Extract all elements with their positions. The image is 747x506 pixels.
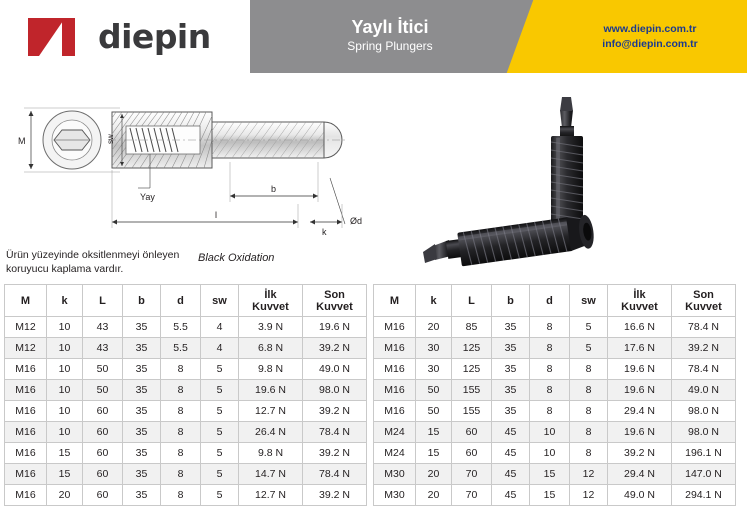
- cell-m: M16: [374, 338, 416, 359]
- cell-m: M16: [374, 401, 416, 422]
- cell-k: 50: [416, 401, 452, 422]
- cell-b: 35: [492, 317, 530, 338]
- table-row: [5, 380, 367, 401]
- cell-son: 98.0 N: [672, 422, 736, 443]
- th-k: k: [47, 285, 83, 317]
- cell-b: 35: [123, 359, 161, 380]
- cell-son: 49.0 N: [672, 380, 736, 401]
- side-view: [106, 112, 362, 237]
- cell-m: M16: [5, 485, 47, 506]
- cell-ilk: 16.6 N: [608, 317, 672, 338]
- product-photo: [415, 70, 745, 285]
- cell-son: 147.0 N: [672, 464, 736, 485]
- cell-ilk: 12.7 N: [239, 485, 303, 506]
- cell-d: 8: [161, 401, 201, 422]
- cell-m: M16: [5, 401, 47, 422]
- cell-k: 10: [47, 359, 83, 380]
- cell-m: M24: [374, 422, 416, 443]
- cell-l: 125: [452, 338, 492, 359]
- cell-son: 49.0 N: [303, 359, 367, 380]
- cell-son: 78.4 N: [672, 359, 736, 380]
- page-title-en: Spring Plungers: [347, 39, 433, 53]
- cell-l: 60: [83, 464, 123, 485]
- th-b: b: [123, 285, 161, 317]
- table-row: [374, 401, 736, 422]
- cell-son: 19.6 N: [303, 317, 367, 338]
- cell-b: 45: [492, 485, 530, 506]
- cell-son: 78.4 N: [303, 464, 367, 485]
- th-l: L: [83, 285, 123, 317]
- cell-b: 35: [123, 317, 161, 338]
- th-k: k: [416, 285, 452, 317]
- cell-l: 50: [83, 359, 123, 380]
- cell-ilk: 19.6 N: [608, 359, 672, 380]
- th-b: b: [492, 285, 530, 317]
- cell-m: M12: [5, 317, 47, 338]
- th-m: M: [5, 285, 47, 317]
- cell-l: 70: [452, 464, 492, 485]
- cell-b: 45: [492, 422, 530, 443]
- cell-m: M16: [5, 359, 47, 380]
- cell-b: 35: [123, 401, 161, 422]
- cell-b: 35: [492, 359, 530, 380]
- cell-ilk: 29.4 N: [608, 401, 672, 422]
- cell-sw: 8: [570, 359, 608, 380]
- cell-k: 10: [47, 317, 83, 338]
- cell-k: 15: [47, 464, 83, 485]
- cell-l: 43: [83, 338, 123, 359]
- cell-b: 35: [492, 338, 530, 359]
- table-row: [374, 422, 736, 443]
- cell-ilk: 26.4 N: [239, 422, 303, 443]
- cell-l: 50: [83, 380, 123, 401]
- svg-text:sw: sw: [106, 134, 115, 144]
- cell-m: M30: [374, 464, 416, 485]
- cell-b: 45: [492, 464, 530, 485]
- cell-d: 8: [161, 443, 201, 464]
- cell-b: 35: [123, 443, 161, 464]
- plunger-lying: [423, 214, 596, 266]
- cell-b: 35: [123, 464, 161, 485]
- cell-sw: 5: [201, 464, 239, 485]
- cell-d: 8: [530, 317, 570, 338]
- table-header-row: [374, 285, 736, 317]
- th-ilk-kuvvet-label: İlk Kuvvet: [621, 288, 658, 313]
- table-row: [5, 485, 367, 506]
- cell-sw: 8: [570, 443, 608, 464]
- cell-k: 15: [47, 443, 83, 464]
- cell-m: M16: [374, 380, 416, 401]
- cell-ilk: 29.4 N: [608, 464, 672, 485]
- table-row: [5, 422, 367, 443]
- th-d: d: [161, 285, 201, 317]
- cell-m: M30: [374, 485, 416, 506]
- cell-k: 50: [416, 380, 452, 401]
- cell-l: 85: [452, 317, 492, 338]
- cell-l: 60: [452, 443, 492, 464]
- cell-k: 10: [47, 380, 83, 401]
- cell-l: 60: [452, 422, 492, 443]
- cell-b: 45: [492, 443, 530, 464]
- th-son-kuvvet-label: Son Kuvvet: [316, 288, 353, 313]
- cell-ilk: 9.8 N: [239, 443, 303, 464]
- cell-sw: 12: [570, 485, 608, 506]
- cell-m: M16: [5, 443, 47, 464]
- cell-d: 5.5: [161, 317, 201, 338]
- cell-d: 10: [530, 422, 570, 443]
- cell-d: 15: [530, 464, 570, 485]
- cell-l: 43: [83, 317, 123, 338]
- th-son-kuvvet: [672, 285, 736, 317]
- cell-ilk: 17.6 N: [608, 338, 672, 359]
- cell-sw: 5: [570, 338, 608, 359]
- cell-d: 8: [161, 464, 201, 485]
- table-row: [5, 401, 367, 422]
- cell-d: 8: [161, 485, 201, 506]
- cell-l: 60: [83, 485, 123, 506]
- th-son-kuvvet: [303, 285, 367, 317]
- cell-son: 78.4 N: [303, 422, 367, 443]
- table-row: [374, 443, 736, 464]
- cell-b: 35: [123, 380, 161, 401]
- table-row: [5, 443, 367, 464]
- cell-sw: 4: [201, 317, 239, 338]
- cell-m: M24: [374, 443, 416, 464]
- cell-l: 155: [452, 401, 492, 422]
- cell-m: M16: [5, 464, 47, 485]
- cell-d: 8: [530, 401, 570, 422]
- logo-wordmark: diepin: [98, 17, 211, 56]
- table-row: [374, 338, 736, 359]
- page-title-tr: Yaylı İtici: [351, 17, 429, 37]
- coating-note-en: Black Oxidation: [198, 252, 275, 264]
- cell-son: 39.2 N: [303, 401, 367, 422]
- cell-m: M16: [374, 359, 416, 380]
- cell-k: 15: [416, 422, 452, 443]
- product-photo-svg: [415, 70, 745, 285]
- cell-d: 8: [161, 422, 201, 443]
- cell-sw: 5: [570, 317, 608, 338]
- table-row: [5, 338, 367, 359]
- svg-text:k: k: [322, 227, 327, 237]
- cell-k: 15: [416, 443, 452, 464]
- contact-block: [565, 22, 735, 52]
- cell-l: 155: [452, 380, 492, 401]
- th-son-kuvvet-label: Son Kuvvet: [685, 288, 722, 313]
- table-row: [5, 317, 367, 338]
- th-ilk-kuvvet-label: İlk Kuvvet: [252, 288, 289, 313]
- cell-l: 60: [83, 401, 123, 422]
- cell-b: 35: [123, 338, 161, 359]
- cell-ilk: 19.6 N: [608, 380, 672, 401]
- page-title: [250, 16, 530, 54]
- table-row: [374, 485, 736, 506]
- cell-ilk: 19.6 N: [239, 380, 303, 401]
- cell-k: 20: [416, 485, 452, 506]
- cell-d: 15: [530, 485, 570, 506]
- cell-l: 60: [83, 443, 123, 464]
- cell-ilk: 14.7 N: [239, 464, 303, 485]
- cell-l: 125: [452, 359, 492, 380]
- cell-l: 60: [83, 422, 123, 443]
- cell-sw: 5: [201, 485, 239, 506]
- cell-k: 20: [47, 485, 83, 506]
- svg-text:Yay: Yay: [140, 192, 155, 202]
- cell-d: 8: [530, 338, 570, 359]
- svg-text:M: M: [18, 136, 26, 146]
- cell-d: 5.5: [161, 338, 201, 359]
- cell-son: 98.0 N: [672, 401, 736, 422]
- cell-k: 20: [416, 464, 452, 485]
- cell-m: M16: [5, 380, 47, 401]
- cell-ilk: 3.9 N: [239, 317, 303, 338]
- table-row: [5, 464, 367, 485]
- cell-ilk: 49.0 N: [608, 485, 672, 506]
- cell-b: 35: [492, 401, 530, 422]
- cell-son: 196.1 N: [672, 443, 736, 464]
- technical-drawing: [0, 78, 380, 253]
- cell-d: 8: [161, 380, 201, 401]
- logo-icon: [28, 18, 90, 56]
- contact-website[interactable]: www.diepin.com.tr: [603, 23, 697, 35]
- cell-b: 35: [492, 380, 530, 401]
- th-ilk-kuvvet: [239, 285, 303, 317]
- cell-sw: 8: [570, 422, 608, 443]
- table-row: [374, 317, 736, 338]
- cell-sw: 8: [570, 401, 608, 422]
- cell-son: 39.2 N: [303, 443, 367, 464]
- cell-d: 10: [530, 443, 570, 464]
- th-d: d: [530, 285, 570, 317]
- th-sw: sw: [570, 285, 608, 317]
- coating-note-tr: Ürün yüzeyinde oksitlenmeyi önleyen koruyucu kaplama vardır.: [6, 249, 180, 275]
- cell-son: 294.1 N: [672, 485, 736, 506]
- table-row: [374, 359, 736, 380]
- page-header: [0, 0, 747, 73]
- spec-tables: [0, 284, 747, 506]
- cell-k: 10: [47, 422, 83, 443]
- cell-son: 39.2 N: [672, 338, 736, 359]
- cell-m: M16: [374, 317, 416, 338]
- svg-text:Ød: Ød: [350, 216, 363, 226]
- cell-d: 8: [530, 380, 570, 401]
- cell-l: 70: [452, 485, 492, 506]
- cell-sw: 5: [201, 359, 239, 380]
- th-l: L: [452, 285, 492, 317]
- cell-son: 39.2 N: [303, 338, 367, 359]
- cell-k: 10: [47, 338, 83, 359]
- cell-son: 78.4 N: [672, 317, 736, 338]
- cell-k: 30: [416, 359, 452, 380]
- svg-text:b: b: [271, 184, 277, 194]
- cell-d: 8: [161, 359, 201, 380]
- cell-sw: 5: [201, 443, 239, 464]
- cell-m: M16: [5, 422, 47, 443]
- brand-logo: [0, 0, 250, 73]
- spec-table-right: [373, 284, 736, 506]
- cell-k: 10: [47, 401, 83, 422]
- cell-b: 35: [123, 485, 161, 506]
- drawing-svg: [0, 78, 380, 253]
- end-view: [18, 108, 120, 172]
- cell-sw: 4: [201, 338, 239, 359]
- cell-ilk: 9.8 N: [239, 359, 303, 380]
- cell-k: 20: [416, 317, 452, 338]
- cell-d: 8: [530, 359, 570, 380]
- cell-b: 35: [123, 422, 161, 443]
- cell-k: 30: [416, 338, 452, 359]
- table-header-row: [5, 285, 367, 317]
- cell-ilk: 39.2 N: [608, 443, 672, 464]
- spec-table-left: [4, 284, 367, 506]
- cell-sw: 5: [201, 380, 239, 401]
- table-row: [5, 359, 367, 380]
- th-sw: sw: [201, 285, 239, 317]
- cell-ilk: 6.8 N: [239, 338, 303, 359]
- cell-sw: 5: [201, 422, 239, 443]
- cell-ilk: 12.7 N: [239, 401, 303, 422]
- contact-email[interactable]: info@diepin.com.tr: [602, 38, 698, 50]
- table-row: [374, 380, 736, 401]
- cell-sw: 8: [570, 380, 608, 401]
- th-ilk-kuvvet: [608, 285, 672, 317]
- cell-m: M12: [5, 338, 47, 359]
- cell-sw: 5: [201, 401, 239, 422]
- cell-son: 39.2 N: [303, 485, 367, 506]
- cell-ilk: 19.6 N: [608, 422, 672, 443]
- cell-son: 98.0 N: [303, 380, 367, 401]
- cell-sw: 12: [570, 464, 608, 485]
- table-row: [374, 464, 736, 485]
- th-m: M: [374, 285, 416, 317]
- svg-text:l: l: [215, 210, 217, 220]
